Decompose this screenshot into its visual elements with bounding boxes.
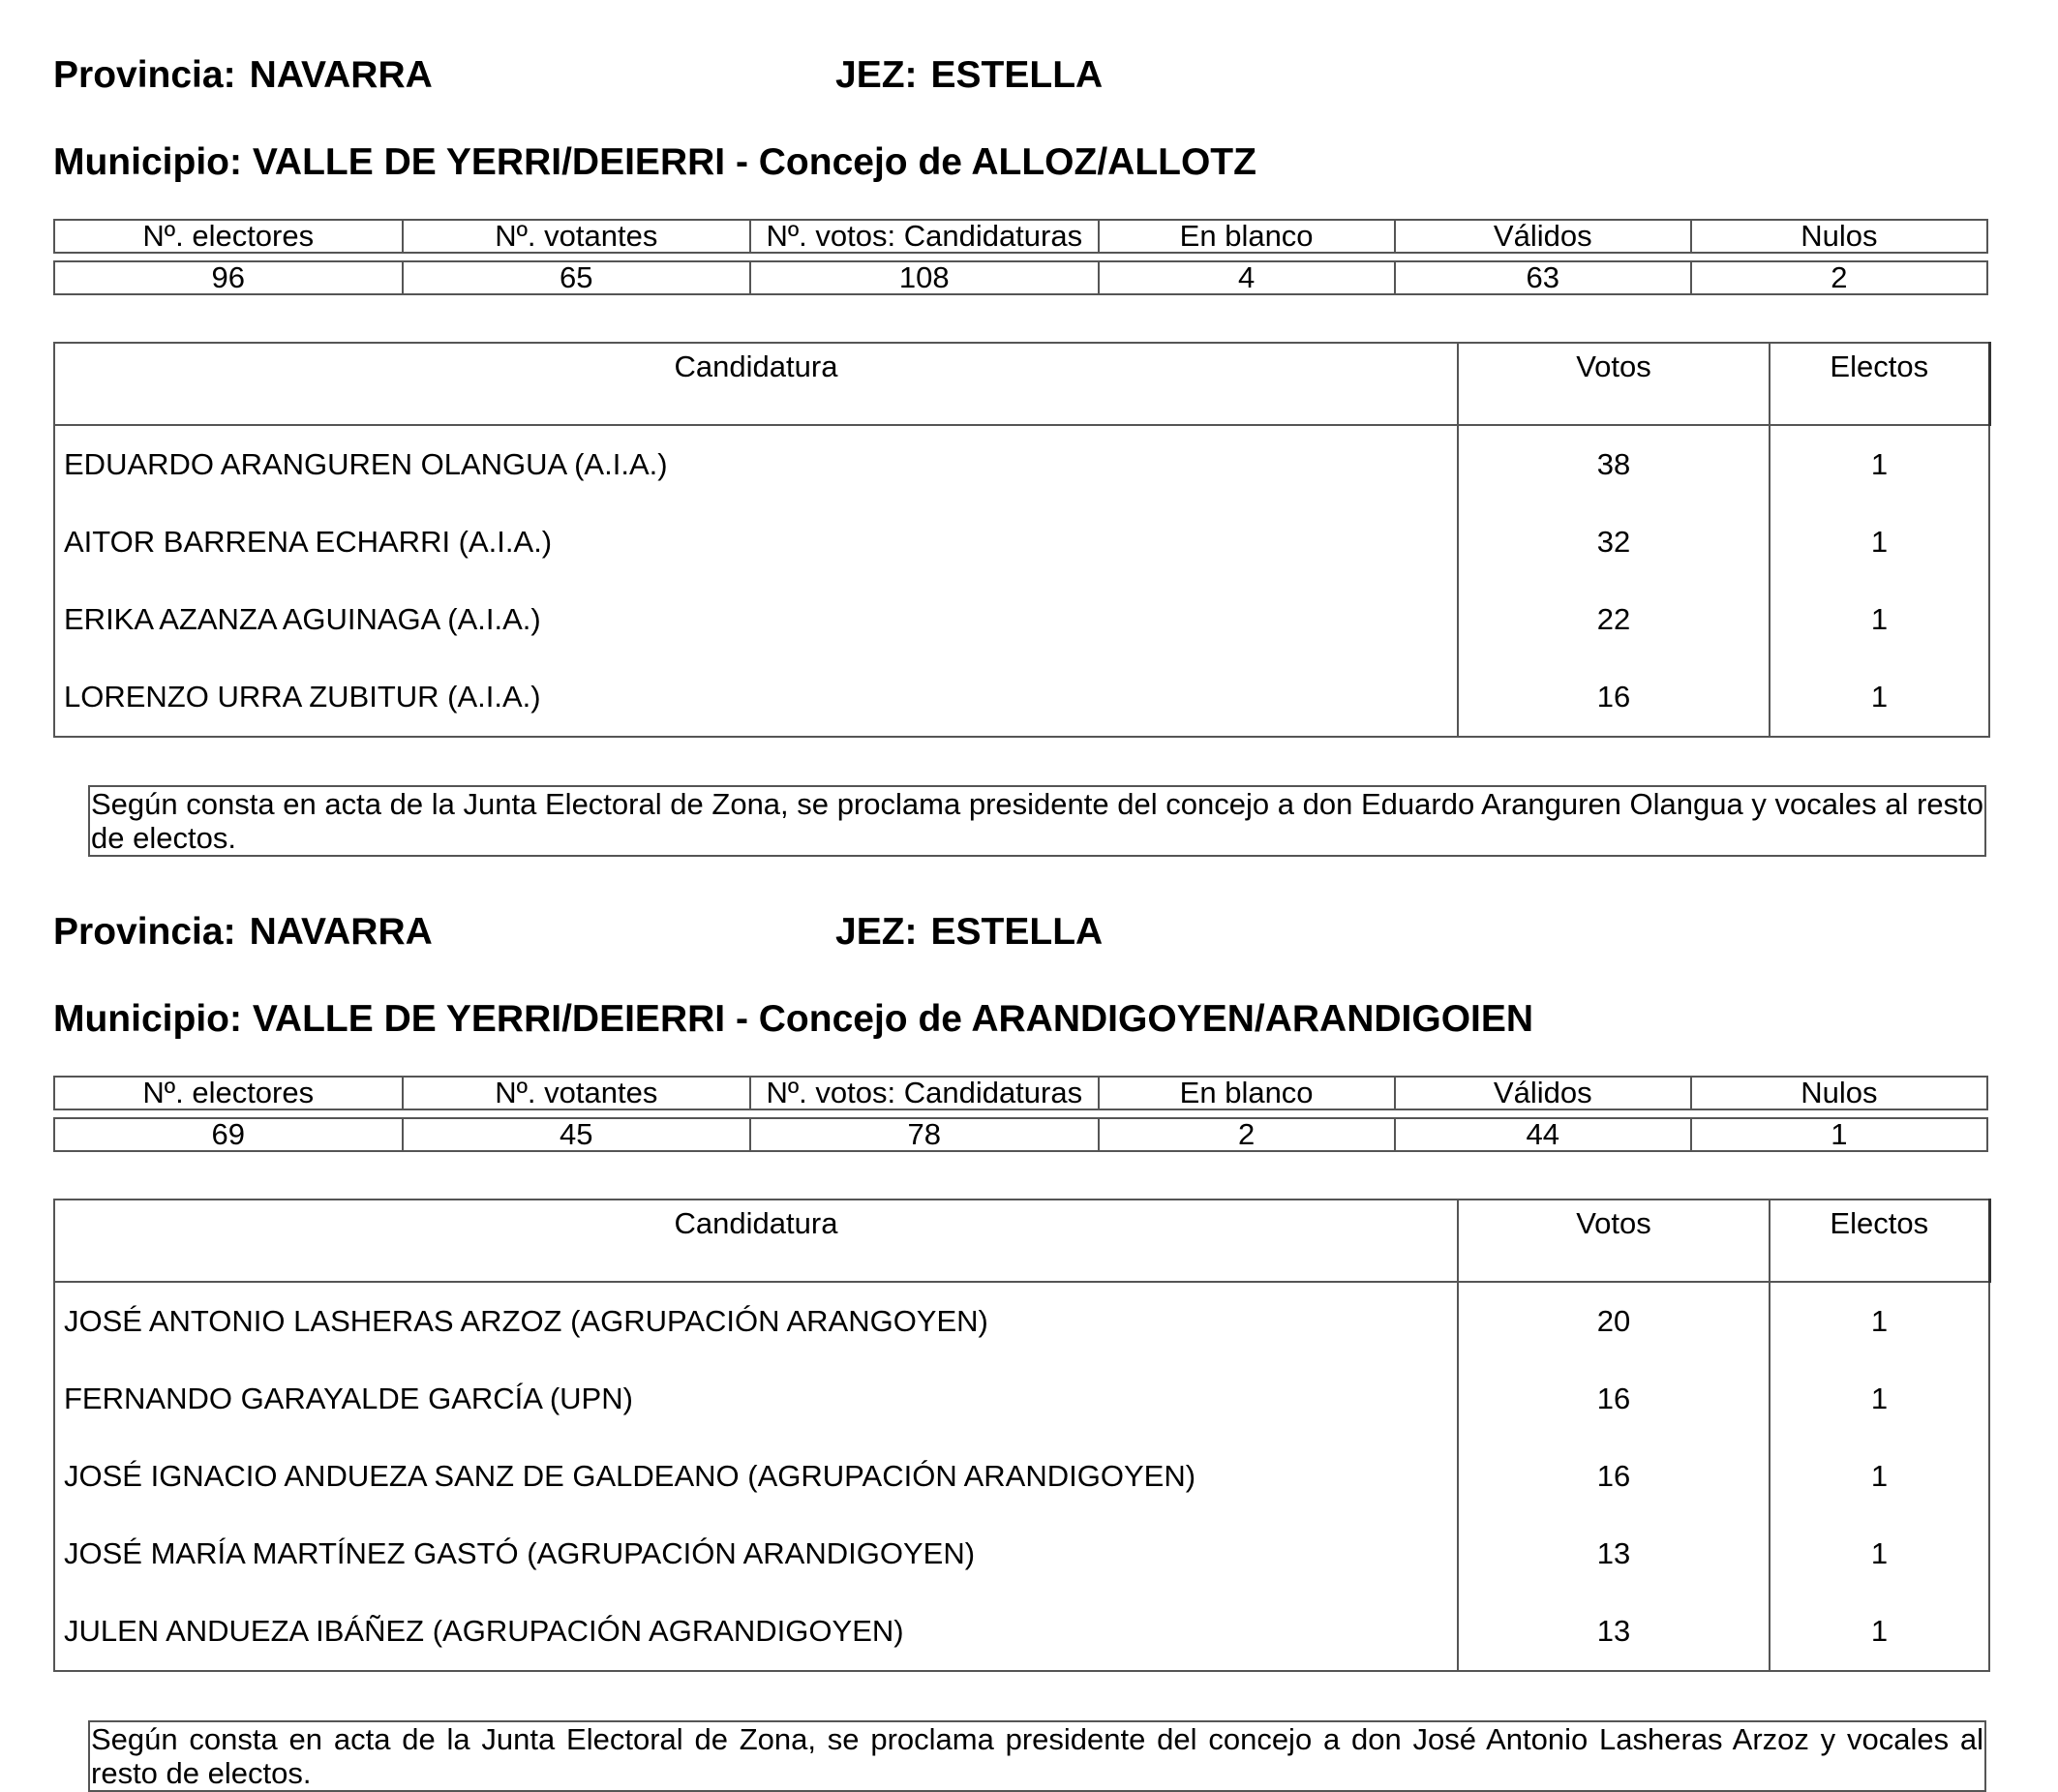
stats-electores: 96 [54,261,403,294]
candidate-electos: 1 [1870,1536,1889,1570]
candidate-electos: 1 [1870,680,1889,714]
candidate-votos: 32 [1458,503,1770,581]
candidate-electos: 1 [1870,525,1889,559]
concejo-section-arandigoyen [0,857,2058,1790]
stats-header-validos: Válidos [1395,220,1691,253]
stats-votos-candidaturas: 108 [750,261,1099,294]
candidate-name: LORENZO URRA ZUBITUR (A.I.A.) [54,658,1458,737]
candidate-electos: 1 [1870,1614,1889,1648]
stats-header-votantes: Nº. votantes [403,1077,751,1109]
stats-header-electores: Nº. electores [54,220,403,253]
provincia-value: NAVARRA [249,911,433,953]
candidates-header-votos: Votos [1458,343,1770,425]
candidate-name: JOSÉ ANTONIO LASHERAS ARZOZ (AGRUPACIÓN ARANGOYEN) [54,1282,1458,1360]
candidate-name: AITOR BARRENA ECHARRI (A.I.A.) [54,503,1458,581]
candidate-votos: 16 [1458,1360,1770,1438]
stats-en-blanco: 2 [1099,1118,1395,1151]
candidates-header-electos: Electos [1770,343,1989,425]
jez-heading [835,56,1103,94]
proclamation-note: Según consta en acta de la Junta Electoral de Zona, se proclama presidente del concejo a don Eduardo Aranguren Olangua y vocales al resto de electos. [88,785,1986,857]
candidate-votos: 20 [1458,1282,1770,1360]
stats-header-nulos: Nulos [1691,220,1987,253]
municipio-heading [53,143,1256,181]
candidates-header-candidatura: Candidatura [54,343,1458,425]
municipio-value: VALLE DE YERRI/DEIERRI - Concejo de ALLOZ/ALLOTZ [252,141,1256,183]
stats-nulos: 2 [1691,261,1987,294]
stats-header-validos: Válidos [1395,1077,1691,1109]
stats-header-nulos: Nulos [1691,1077,1987,1109]
candidate-name: FERNANDO GARAYALDE GARCÍA (UPN) [54,1360,1458,1438]
candidate-electos: 1 [1870,602,1889,636]
concejo-section-alloz [0,0,2058,857]
table-row [54,1593,1989,1671]
candidate-electos: 1 [1870,1459,1889,1493]
municipio-label: Municipio: [53,998,242,1040]
stats-header-en-blanco: En blanco [1099,1077,1395,1109]
municipio-value: VALLE DE YERRI/DEIERRI - Concejo de ARANDIGOYEN/ARANDIGOIEN [252,998,1534,1040]
table-row [54,503,1989,581]
provincia-heading [53,56,433,94]
candidate-votos: 38 [1458,425,1770,503]
candidate-votos: 13 [1458,1515,1770,1593]
candidate-name: EDUARDO ARANGUREN OLANGUA (A.I.A.) [54,425,1458,503]
candidate-electos: 1 [1870,447,1889,481]
stats-validos: 63 [1395,261,1691,294]
jez-value: ESTELLA [930,911,1104,953]
stats-nulos: 1 [1691,1118,1987,1151]
stats-header-electores: Nº. electores [54,1077,403,1109]
candidates-header-votos: Votos [1458,1200,1770,1282]
candidate-name: JOSÉ MARÍA MARTÍNEZ GASTÓ (AGRUPACIÓN ARANDIGOYEN) [54,1515,1458,1593]
candidates-table [53,342,1991,738]
stats-values-table [53,1117,1988,1152]
stats-header-table [53,1076,1988,1110]
municipio-label: Municipio: [53,141,242,183]
candidate-votos: 13 [1458,1593,1770,1671]
jez-label: JEZ: [835,911,918,953]
candidate-votos: 16 [1458,658,1770,737]
candidates-table [53,1199,1991,1672]
table-row [54,1282,1989,1360]
stats-header-votos-candidaturas: Nº. votos: Candidaturas [750,1077,1099,1109]
candidates-header-row [54,1200,1989,1282]
jez-label: JEZ: [835,54,918,96]
provincia-label: Provincia: [53,911,236,953]
candidates-header-row [54,343,1989,425]
candidate-name: JOSÉ IGNACIO ANDUEZA SANZ DE GALDEANO (AGRUPACIÓN ARANDIGOYEN) [54,1438,1458,1515]
candidate-votos: 16 [1458,1438,1770,1515]
provincia-label: Provincia: [53,54,236,96]
stats-validos: 44 [1395,1118,1691,1151]
table-row [54,1515,1989,1593]
table-row [54,658,1989,737]
table-row [54,425,1989,503]
stats-votantes: 65 [403,261,751,294]
provincia-value: NAVARRA [249,54,433,96]
stats-en-blanco: 4 [1099,261,1395,294]
stats-votos-candidaturas: 78 [750,1118,1099,1151]
stats-header-en-blanco: En blanco [1099,220,1395,253]
table-row [54,1438,1989,1515]
candidate-electos: 1 [1870,1304,1889,1338]
provincia-heading [53,913,433,951]
candidate-name: JULEN ANDUEZA IBÁÑEZ (AGRUPACIÓN AGRANDIGOYEN) [54,1593,1458,1671]
candidate-votos: 22 [1458,581,1770,658]
stats-votantes: 45 [403,1118,751,1151]
table-row [54,581,1989,658]
candidate-electos: 1 [1870,1382,1889,1415]
table-row [54,1360,1989,1438]
candidates-header-candidatura: Candidatura [54,1200,1458,1282]
municipio-heading [53,1000,1533,1038]
candidate-name: ERIKA AZANZA AGUINAGA (A.I.A.) [54,581,1458,658]
stats-header-votos-candidaturas: Nº. votos: Candidaturas [750,220,1099,253]
jez-value: ESTELLA [930,54,1104,96]
candidates-header-electos: Electos [1770,1200,1989,1282]
stats-header-table [53,219,1988,254]
proclamation-note: Según consta en acta de la Junta Electoral de Zona, se proclama presidente del concejo a don José Antonio Lasheras Arzoz y vocales al resto de electos. [88,1720,1986,1792]
stats-values-table [53,260,1988,295]
stats-header-votantes: Nº. votantes [403,220,751,253]
jez-heading [835,913,1103,951]
stats-electores: 69 [54,1118,403,1151]
